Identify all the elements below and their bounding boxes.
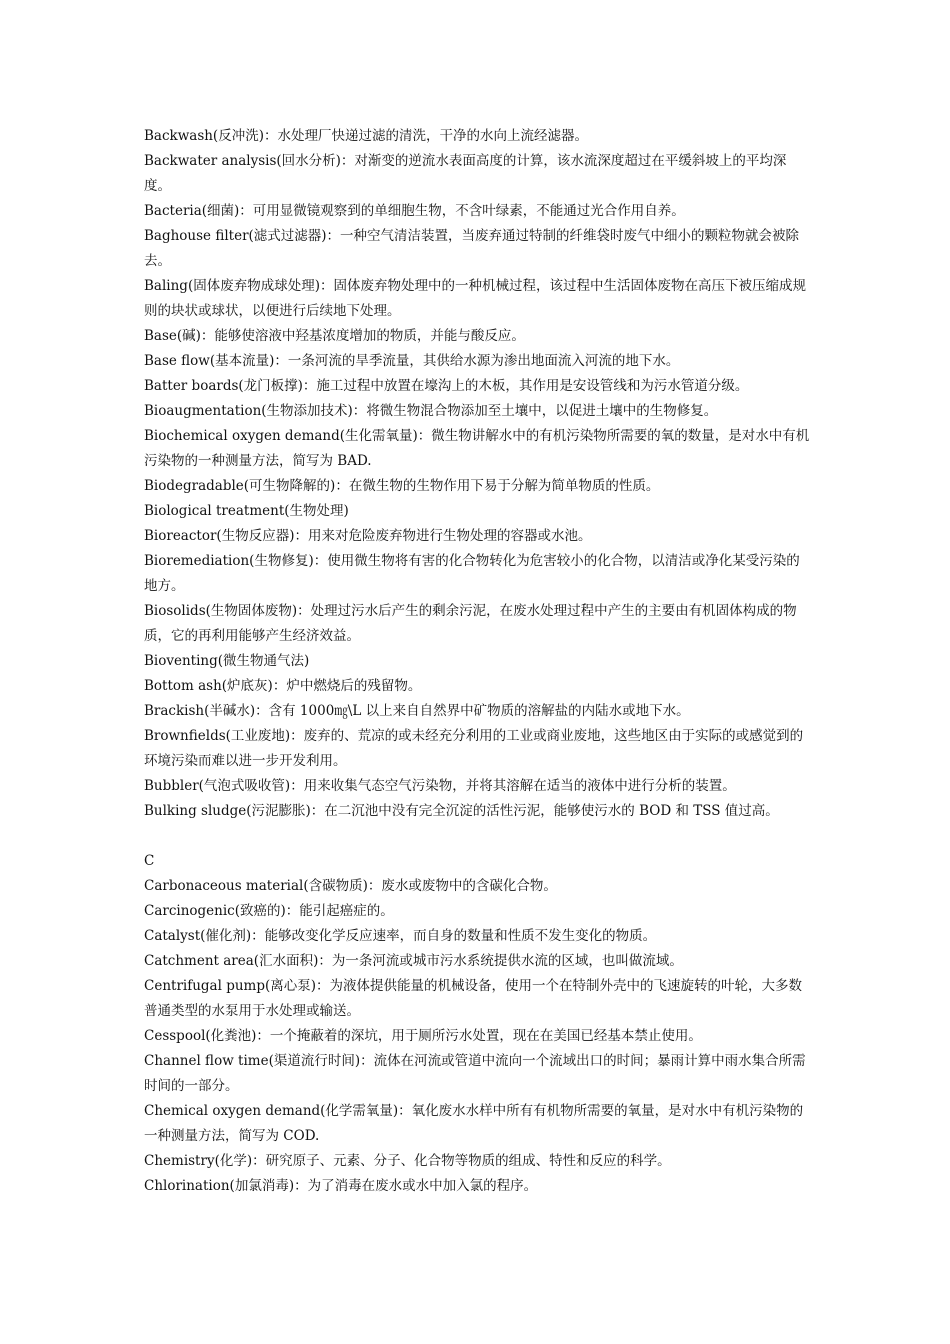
glossary-entry: Bottom ash(炉底灰)：炉中燃烧后的残留物。 (144, 678, 422, 694)
section-spacer (144, 824, 812, 849)
glossary-entry: Biosolids(生物固体废物)：处理过污水后产生的剩余污泥，在废水处理过程中产生的主要由有机固体构成的物质，它的再利用能够产生经济效益。 (144, 603, 797, 644)
glossary-entry: Brownfields(工业废地)：废弃的、荒凉的或未经充分利用的工业或商业废地，这些地区由于实际的或感觉到的环境污染而难以进一步开发利用。 (144, 728, 804, 769)
glossary-entry: Carcinogenic(致癌的)：能引起癌症的。 (144, 903, 394, 919)
glossary-entry: Bioventing(微生物通气法) (144, 653, 310, 669)
glossary-entry: Carbonaceous material(含碳物质)：废水或废物中的含碳化合物。 (144, 878, 557, 894)
glossary-entry: Chlorination(加氯消毒)：为了消毒在废水或水中加入氯的程序。 (144, 1178, 538, 1194)
glossary-entry: Channel flow time(渠道流行时间)：流体在河流或管道中流向一个流域出口的时间；暴雨计算中雨水集合所需时间的一部分。 (144, 1053, 806, 1094)
glossary-entry: Biodegradable(可生物降解的)：在微生物的生物作用下易于分解为简单物质的性质。 (144, 478, 660, 494)
glossary-entry: Baling(固体废弃物成球处理)：固体废弃物处理中的一种机械过程，该过程中生活固体废物在高压下被压缩成规则的块状或球状，以便进行后续地下处理。 (144, 278, 806, 319)
glossary-entry: Batter boards(龙门板撑)：施工过程中放置在壕沟上的木板，其作用是安设管线和为污水管道分级。 (144, 378, 749, 394)
glossary-entry: Backwater analysis(回水分析)：对渐变的逆流水表面高度的计算，该水流深度超过在平缓斜坡上的平均深度。 (144, 153, 787, 194)
glossary-entry: Bioaugmentation(生物添加技术)：将微生物混合物添加至土壤中，以促进土壤中的生物修复。 (144, 403, 718, 419)
glossary-entry: Cesspool(化粪池)：一个掩蔽着的深坑，用于厕所污水处置，现在在美国已经基本禁止使用。 (144, 1028, 702, 1044)
glossary-entry: Brackish(半碱水)：含有 1000㎎\L 以上来自自然界中矿物质的溶解盐的内陆水或地下水。 (144, 703, 690, 719)
glossary-entry: Chemical oxygen demand(化学需氧量)：氧化废水水样中所有有机物所需要的氧量，是对水中有机污染物的一种测量方法，简写为 COD. (144, 1103, 804, 1144)
glossary-entry: Baghouse filter(滤式过滤器)：一种空气清洁装置，当废弃通过特制的纤维袋时废气中细小的颗粒物就会被除去。 (144, 228, 800, 269)
glossary-entry: Bioremediation(生物修复)：使用微生物将有害的化合物转化为危害较小的化合物，以清洁或净化某受污染的地方。 (144, 553, 800, 594)
glossary-entry: Catchment area(汇水面积)：为一条河流或城市污水系统提供水流的区域，也叫做流域。 (144, 953, 683, 969)
glossary-entry: Bulking sludge(污泥膨胀)：在二沉池中没有完全沉淀的活性污泥，能够使污水的 BOD 和 TSS 值过高。 (144, 803, 779, 819)
section-letter-heading: C (144, 853, 155, 869)
glossary-entry: Backwash(反冲洗)：水处理厂快递过滤的清洗，干净的水向上流经滤器。 (144, 128, 588, 144)
glossary-entry: Bubbler(气泡式吸收管)：用来收集气态空气污染物，并将其溶解在适当的液体中进行分析的装置。 (144, 778, 736, 794)
glossary-body (144, 124, 812, 1199)
glossary-entry: Biological treatment(生物处理) (144, 503, 349, 519)
glossary-entry: Base flow(基本流量)：一条河流的旱季流量，其供给水源为渗出地面流入河流的地下水。 (144, 353, 680, 369)
glossary-entry: Bioreactor(生物反应器)：用来对危险废弃物进行生物处理的容器或水池。 (144, 528, 592, 544)
glossary-entry: Centrifugal pump(离心泵)：为液体提供能量的机械设备，使用一个在特制外壳中的飞速旋转的叶轮，大多数普通类型的水泵用于水处理或输送。 (144, 978, 803, 1019)
glossary-entry: Base(碱)：能够使溶液中羟基浓度增加的物质，并能与酸反应。 (144, 328, 525, 344)
glossary-entry: Chemistry(化学)：研究原子、元素、分子、化合物等物质的组成、特性和反应的科学。 (144, 1153, 671, 1169)
glossary-entry: Bacteria(细菌)：可用显微镜观察到的单细胞生物，不含叶绿素，不能通过光合作用自养。 (144, 203, 685, 219)
glossary-entry: Catalyst(催化剂)：能够改变化学反应速率，而自身的数量和性质不发生变化的物质。 (144, 928, 657, 944)
glossary-entry: Biochemical oxygen demand(生化需氧量)：微生物讲解水中的有机污染物所需要的氧的数量，是对水中有机污染物的一种测量方法，简写为 BAD. (144, 428, 810, 469)
